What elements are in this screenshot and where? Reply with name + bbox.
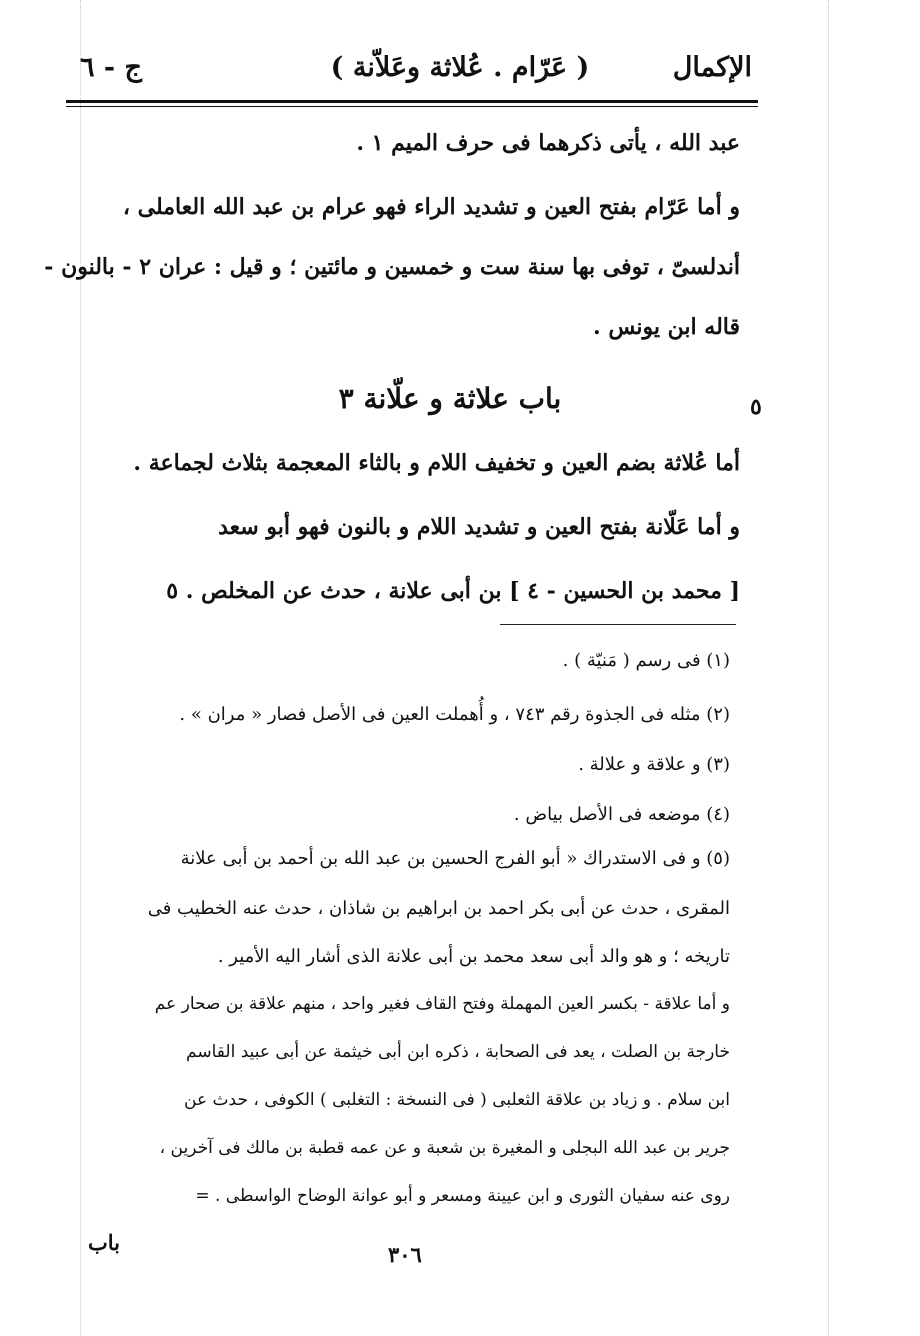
body-line: و أما عَلّانة بفتح العين و تشديد اللام و بالنون فهو أبو سعد bbox=[218, 514, 740, 540]
footnote: المقرى ، حدث عن أبى بكر احمد بن ابراهيم بن شاذان ، حدث عنه الخطيب فى bbox=[147, 898, 730, 919]
note-line: جرير بن عبد الله البجلى و المغيرة بن شعبة و عن عمه قطبة بن مالك فى آخرين ، bbox=[159, 1138, 730, 1158]
body-line: أما عُلاثة بضم العين و تخفيف اللام و بالثاء المعجمة بثلاث لجماعة . bbox=[133, 450, 740, 476]
note-line: خارجة بن الصلت ، يعد فى الصحابة ، ذكره ابن أبى خيثمة عن أبى عبيد القاسم bbox=[186, 1042, 730, 1062]
page-number: ٣٠٦ bbox=[388, 1242, 422, 1267]
footnote: (٥) و فى الاستدراك « أبو الفرج الحسين بن عبد الله بن أحمد بن أبى علانة bbox=[180, 848, 730, 869]
footnote: تاريخه ؛ و هو والد أبى سعد محمد بن أبى علانة الذى أشار اليه الأمير . bbox=[217, 946, 730, 967]
body-line: أندلسىّ ، توفى بها سنة ست و خمسين و مائتين ؛ و قيل : عران ٢ - بالنون - bbox=[44, 254, 740, 280]
chapter-title: باب علاثة و علّانة ٣ bbox=[338, 382, 562, 415]
binding-line bbox=[80, 0, 82, 1336]
volume-label: ج - ٦ bbox=[80, 52, 142, 83]
footnote: (٤) موضعه فى الأصل بياض . bbox=[513, 804, 730, 825]
body-line: [ محمد بن الحسين - ٤ ] بن أبى علانة ، حدث عن المخلص . ٥ bbox=[166, 578, 740, 604]
body-line: عبد الله ، يأتى ذكرهما فى حرف الميم ١ . bbox=[356, 130, 740, 156]
note-line: ابن سلام . و زياد بن علاقة الثعلبى ( فى النسخة : التغلبى ) الكوفى ، حدث عن bbox=[184, 1090, 730, 1110]
footnote: (١) فى رسم ( مَنيّة ) . bbox=[562, 650, 730, 671]
section-heading: ( عَرّام . عُلاثة وعَلاّنة ) bbox=[330, 52, 590, 83]
note-line: روى عنه سفيان الثورى و ابن عيينة ومسعر و أبو عوانة الوضاح الواسطى . = bbox=[195, 1186, 730, 1206]
header-rule-thin bbox=[66, 106, 758, 107]
binding-line bbox=[828, 0, 830, 1336]
catchword: باب bbox=[88, 1230, 121, 1255]
note-line: و أما علاقة - بكسر العين المهملة وفتح القاف فغير واحد ، منهم علاقة بن صحار عم bbox=[154, 994, 730, 1014]
book-title: الإكمال bbox=[672, 52, 752, 83]
footnote: (٢) مثله فى الجذوة رقم ٧٤٣ ، و أُهملت العين فى الأصل فصار « مران » . bbox=[179, 704, 730, 725]
footnote-divider bbox=[500, 624, 736, 625]
body-line: و أما عَرّام بفتح العين و تشديد الراء فهو عرام بن عبد الله العاملى ، bbox=[122, 194, 740, 220]
margin-line-number: ٥ bbox=[750, 394, 762, 420]
header-rule bbox=[66, 100, 758, 103]
body-line: قاله ابن يونس . bbox=[593, 314, 740, 340]
footnote: (٣) و علاقة و علالة . bbox=[578, 754, 730, 775]
